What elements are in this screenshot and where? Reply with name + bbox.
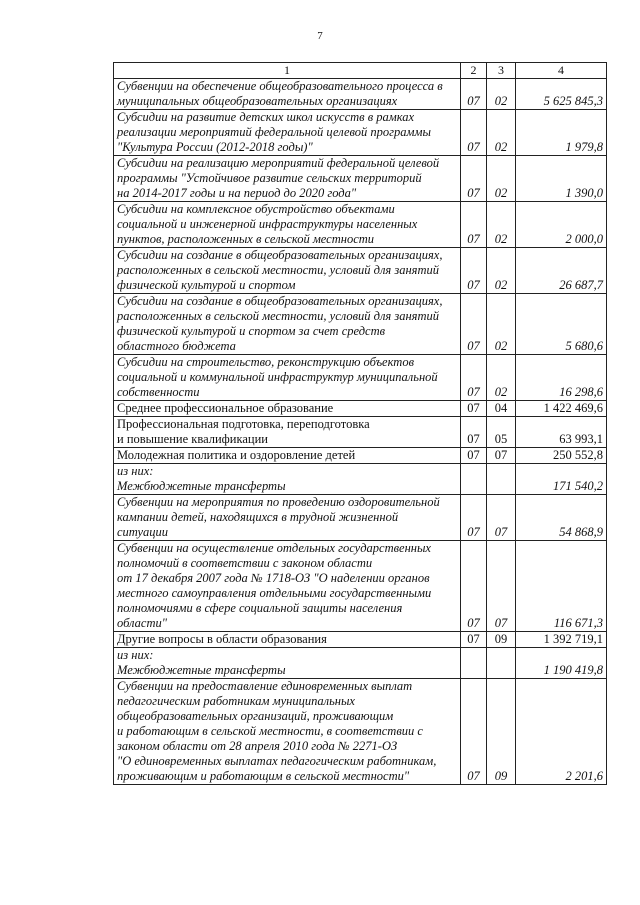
- row-name-cell: [114, 110, 461, 156]
- subsection-code-cell: 09: [487, 679, 516, 785]
- subsection-code-cell: [487, 648, 516, 679]
- row-name-cell: [114, 248, 461, 294]
- subsection-code-cell: [487, 464, 516, 495]
- section-code-cell: 07: [461, 541, 487, 632]
- subsection-code-cell: 07: [487, 448, 516, 464]
- row-name-cell: [114, 464, 461, 495]
- table-row: [114, 448, 607, 464]
- section-code-cell: 07: [461, 110, 487, 156]
- section-code-cell: 07: [461, 202, 487, 248]
- row-name-line: и повышение квалификации: [117, 432, 268, 446]
- row-name-line: собственности: [117, 385, 200, 399]
- table-row: [114, 79, 607, 110]
- amount-cell: 5 680,6: [516, 294, 607, 355]
- table-row: [114, 417, 607, 448]
- row-name-line: Субвенции на предоставление единовременных выплат: [117, 679, 413, 693]
- subsection-code-cell: 02: [487, 248, 516, 294]
- subsection-code-cell: 02: [487, 355, 516, 401]
- section-code-cell: 07: [461, 417, 487, 448]
- row-name-line: расположенных в сельской местности, условий для занятий: [117, 309, 440, 323]
- row-name-line: "О единовременных выплатах педагогическим работникам,: [117, 754, 437, 768]
- section-code-cell: 07: [461, 294, 487, 355]
- subsection-code-cell: 07: [487, 541, 516, 632]
- row-name-line: и работающим в сельской местности, в соответствии с: [117, 724, 423, 738]
- row-name-cell: [114, 632, 461, 648]
- amount-cell: 1 392 719,1: [516, 632, 607, 648]
- subsection-code-cell: 09: [487, 632, 516, 648]
- row-name-line: проживающим и работающим в сельской местности": [117, 769, 410, 783]
- row-name-line: муниципальных общеобразовательных организациях: [117, 94, 398, 108]
- subsection-code-cell: 02: [487, 110, 516, 156]
- header-row: [114, 63, 607, 79]
- table-row: [114, 632, 607, 648]
- row-name-line: Другие вопросы в области образования: [117, 632, 327, 646]
- row-name-line: Субвенции на обеспечение общеобразовательного процесса в: [117, 79, 443, 93]
- row-name-cell: [114, 156, 461, 202]
- row-name-line: Среднее профессиональное образование: [117, 401, 334, 415]
- row-name-line: "Культура России (2012-2018 годы)": [117, 140, 313, 154]
- subsection-code-cell: 07: [487, 495, 516, 541]
- section-code-cell: 07: [461, 156, 487, 202]
- amount-cell: 171 540,2: [516, 464, 607, 495]
- column-header-3: 3: [487, 63, 516, 79]
- amount-cell: 16 298,6: [516, 355, 607, 401]
- row-name-cell: [114, 541, 461, 632]
- table-row: [114, 202, 607, 248]
- row-name-line: Субсидии на создание в общеобразовательных организациях,: [117, 294, 443, 308]
- row-name-line: расположенных в сельской местности, условий для занятий: [117, 263, 440, 277]
- table-row: [114, 156, 607, 202]
- row-name-line: полномочиями в сфере социальной защиты населения: [117, 601, 403, 615]
- section-code-cell: 07: [461, 679, 487, 785]
- amount-cell: 2 000,0: [516, 202, 607, 248]
- table-row: [114, 495, 607, 541]
- subsection-code-cell: 02: [487, 294, 516, 355]
- column-header-4: 4: [516, 63, 607, 79]
- row-name-line: реализации мероприятий федеральной целевой программы: [117, 125, 431, 139]
- amount-cell: 5 625 845,3: [516, 79, 607, 110]
- row-name-line: Профессиональная подготовка, переподготовка: [117, 417, 370, 431]
- section-code-cell: [461, 648, 487, 679]
- row-name-line: из них:: [117, 464, 154, 478]
- row-name-line: ситуации: [117, 525, 169, 539]
- section-code-cell: 07: [461, 248, 487, 294]
- row-name-cell: [114, 202, 461, 248]
- row-name-line: Субсидии на создание в общеобразовательных организациях,: [117, 248, 443, 262]
- table-row: [114, 679, 607, 785]
- row-name-line: из них:: [117, 648, 154, 662]
- section-code-cell: 07: [461, 79, 487, 110]
- section-code-cell: 07: [461, 355, 487, 401]
- column-header-2: 2: [461, 63, 487, 79]
- row-name-line: Молодежная политика и оздоровление детей: [117, 448, 356, 462]
- row-name-line: от 17 декабря 2007 года № 1718-ОЗ "О наделении органов: [117, 571, 430, 585]
- row-name-line: на 2014-2017 годы и на период до 2020 года": [117, 186, 357, 200]
- amount-cell: 26 687,7: [516, 248, 607, 294]
- amount-cell: 63 993,1: [516, 417, 607, 448]
- table-body: [114, 79, 607, 785]
- row-name-line: Субсидии на комплексное обустройство объектами: [117, 202, 395, 216]
- row-name-line: местного самоуправления отдельными государственными: [117, 586, 432, 600]
- section-code-cell: 07: [461, 495, 487, 541]
- subsection-code-cell: 04: [487, 401, 516, 417]
- column-header-1: 1: [114, 63, 461, 79]
- table-row: [114, 110, 607, 156]
- row-name-line: Субвенции на осуществление отдельных государственных: [117, 541, 431, 555]
- row-name-cell: [114, 648, 461, 679]
- row-name-line: социальной и коммунальной инфраструктур муниципальной: [117, 370, 438, 384]
- row-name-line: физической культурой и спортом: [117, 278, 296, 292]
- row-name-cell: [114, 495, 461, 541]
- row-name-line: Межбюджетные трансферты: [117, 479, 286, 493]
- row-name-line: педагогическим работникам муниципальных: [117, 694, 355, 708]
- table-row: [114, 401, 607, 417]
- table-row: [114, 248, 607, 294]
- section-code-cell: 07: [461, 448, 487, 464]
- table-row: [114, 464, 607, 495]
- row-name-line: физической культурой и спортом за счет средств: [117, 324, 386, 338]
- row-name-cell: [114, 448, 461, 464]
- row-name-line: Субвенции на мероприятия по проведению оздоровительной: [117, 495, 440, 509]
- row-name-line: кампании детей, находящихся в трудной жизненной: [117, 510, 399, 524]
- row-name-line: Субсидии на строительство, реконструкцию объектов: [117, 355, 414, 369]
- row-name-cell: [114, 294, 461, 355]
- table-row: [114, 294, 607, 355]
- row-name-line: области": [117, 616, 167, 630]
- row-name-cell: [114, 79, 461, 110]
- section-code-cell: [461, 464, 487, 495]
- row-name-cell: [114, 401, 461, 417]
- amount-cell: 116 671,3: [516, 541, 607, 632]
- row-name-line: Межбюджетные трансферты: [117, 663, 286, 677]
- amount-cell: 250 552,8: [516, 448, 607, 464]
- amount-cell: 2 201,6: [516, 679, 607, 785]
- row-name-line: социальной и инженерной инфраструктуры населенных: [117, 217, 418, 231]
- amount-cell: 1 979,8: [516, 110, 607, 156]
- row-name-line: общеобразовательных организаций, проживающим: [117, 709, 394, 723]
- row-name-line: полномочий в соответствии с законом области: [117, 556, 373, 570]
- row-name-line: пунктов, расположенных в сельской местности: [117, 232, 375, 246]
- page-number: 7: [317, 30, 323, 42]
- section-code-cell: 07: [461, 632, 487, 648]
- amount-cell: 1 190 419,8: [516, 648, 607, 679]
- row-name-cell: [114, 355, 461, 401]
- table-row: [114, 648, 607, 679]
- subsection-code-cell: 02: [487, 202, 516, 248]
- row-name-cell: [114, 679, 461, 785]
- table-row: [114, 541, 607, 632]
- budget-table: [113, 62, 607, 785]
- section-code-cell: 07: [461, 401, 487, 417]
- amount-cell: 54 868,9: [516, 495, 607, 541]
- row-name-cell: [114, 417, 461, 448]
- subsection-code-cell: 05: [487, 417, 516, 448]
- row-name-line: Субсидии на реализацию мероприятий федеральной целевой: [117, 156, 440, 170]
- amount-cell: 1 390,0: [516, 156, 607, 202]
- row-name-line: программы "Устойчивое развитие сельских территорий: [117, 171, 422, 185]
- row-name-line: областного бюджета: [117, 339, 236, 353]
- row-name-line: Субсидии на развитие детских школ искусств в рамках: [117, 110, 415, 124]
- amount-cell: 1 422 469,6: [516, 401, 607, 417]
- table-row: [114, 355, 607, 401]
- row-name-line: законом области от 28 апреля 2010 года № 2271-ОЗ: [117, 739, 398, 753]
- subsection-code-cell: 02: [487, 156, 516, 202]
- subsection-code-cell: 02: [487, 79, 516, 110]
